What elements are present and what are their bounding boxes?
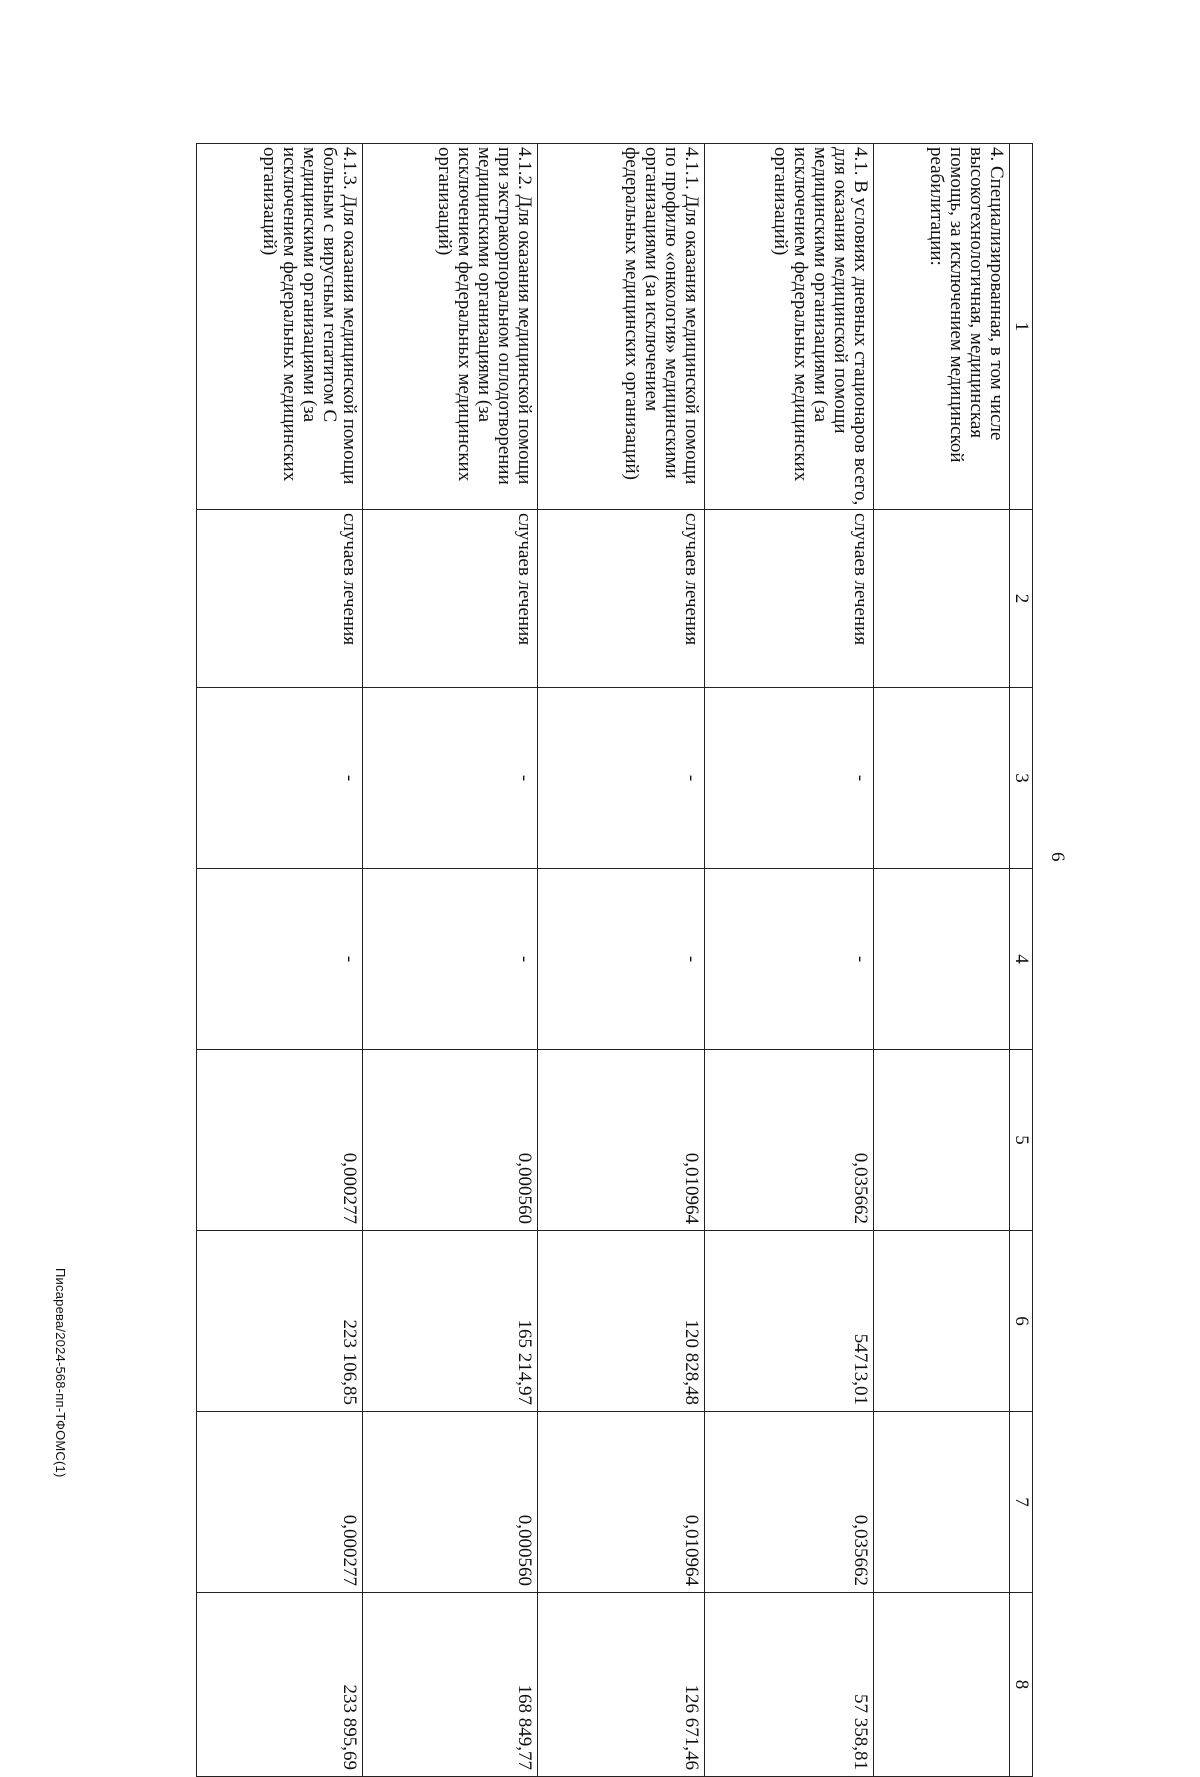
- cell-col7: 0,035662: [705, 1412, 874, 1593]
- row-name: 4.1.2. Для оказания медицинской помощи при экстракорпоральном оплодотворении медицинскими организациями (за исключением федеральных медицинских организаций): [363, 144, 538, 510]
- cell-col3: [874, 688, 1010, 869]
- cell-col4: -: [363, 869, 538, 1050]
- cell-col8: 233 895,69: [197, 1593, 363, 1777]
- cell-col6: 223 106,85: [197, 1231, 363, 1412]
- table-row: [538, 144, 705, 1777]
- document-reference: Писарева/2024-568-пп-ТФОМС(1): [53, 1268, 68, 1478]
- cell-col6: [874, 1231, 1010, 1412]
- cell-col7: 0,000277: [197, 1412, 363, 1593]
- row-unit: случаев лечения: [363, 510, 538, 688]
- column-number: 3: [1010, 688, 1033, 869]
- column-number: 7: [1010, 1412, 1033, 1593]
- cell-col7: [874, 1412, 1010, 1593]
- page-number: 6: [1047, 852, 1068, 862]
- header-row: [1010, 144, 1033, 1777]
- row-name: 4.1.1. Для оказания медицинской помощи по профилю «онкология» медицинскими организациями (за исключением федеральных медицинских организаций): [538, 144, 705, 510]
- cell-col8: 168 849,77: [363, 1593, 538, 1777]
- cell-col6: 165 214,97: [363, 1231, 538, 1412]
- row-unit: случаев лечения: [197, 510, 363, 688]
- column-number: 5: [1010, 1050, 1033, 1231]
- table-row: [874, 144, 1010, 1777]
- cell-col7: 0,000560: [363, 1412, 538, 1593]
- table-row: [705, 144, 874, 1777]
- row-name: 4.1. В условиях дневных стационаров всего, для оказания медицинской помощи медицинскими организациями (за исключением федеральных медицинских организаций): [705, 144, 874, 510]
- column-number: 1: [1010, 144, 1033, 510]
- column-number: 8: [1010, 1593, 1033, 1777]
- cell-col8: 126 671,46: [538, 1593, 705, 1777]
- cell-col5: 0,035662: [705, 1050, 874, 1231]
- cell-col5: 0,000560: [363, 1050, 538, 1231]
- table-row: [363, 144, 538, 1777]
- column-number: 6: [1010, 1231, 1033, 1412]
- cell-col3: -: [363, 688, 538, 869]
- row-unit: [874, 510, 1010, 688]
- cell-col5: 0,010964: [538, 1050, 705, 1231]
- row-name: 4.1.3. Для оказания медицинской помощи больным с вирусным гепатитом С медицинскими организациями (за исключением федеральных медицинских организаций): [197, 144, 363, 510]
- column-number: 2: [1010, 510, 1033, 688]
- cell-col8: [874, 1593, 1010, 1777]
- cell-col4: -: [705, 869, 874, 1050]
- table-row: [197, 144, 363, 1777]
- row-unit: случаев лечения: [705, 510, 874, 688]
- column-number: 4: [1010, 869, 1033, 1050]
- cell-col5: 0,000277: [197, 1050, 363, 1231]
- cell-col6: 54713,01: [705, 1231, 874, 1412]
- cell-col3: -: [197, 688, 363, 869]
- normatives-table: [196, 143, 1033, 1777]
- cell-col4: [874, 869, 1010, 1050]
- row-unit: случаев лечения: [538, 510, 705, 688]
- cell-col6: 120 828,48: [538, 1231, 705, 1412]
- row-name: 4. Специализированная, в том числе высокотехнологичная, медицинская помощь, за исключением медицинской реабилитации:: [874, 144, 1010, 510]
- cell-col4: -: [538, 869, 705, 1050]
- cell-col3: -: [538, 688, 705, 869]
- cell-col8: 57 358,81: [705, 1593, 874, 1777]
- cell-col7: 0,010964: [538, 1412, 705, 1593]
- cell-col5: [874, 1050, 1010, 1231]
- cell-col3: -: [705, 688, 874, 869]
- cell-col4: -: [197, 869, 363, 1050]
